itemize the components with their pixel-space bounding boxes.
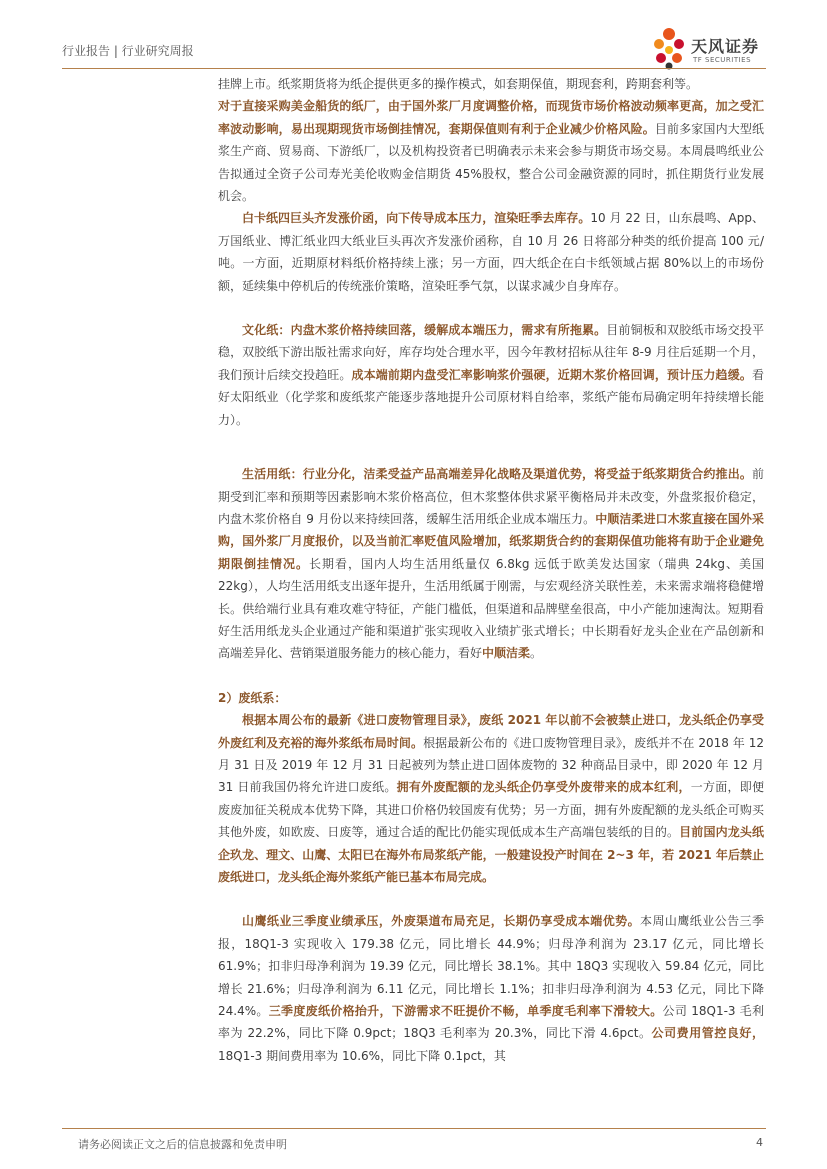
paragraph-shanying: 山鹰纸业三季度业绩承压，外废渠道布局充足，长期仍享受成本端优势。本周山鹰纸业公告三季报，18Q1-3 实现收入 179.38 亿元，同比增长 44.9%；归母净利润为 23.17 亿元，同比增长 61.9%；扣非归母净利润为 19.39 亿元，同比增长 38.1%。其中 18Q3 实现收入 59.84 亿元，同比增长 21.6%；归母净利润为 6.11 亿元，同比增长 1.1%；扣非归母净利润为 4.53 亿元，同比下降 24.4%。三季度废纸价格抬升，下游需求不旺提价不畅，单季度毛利率下滑较大。公司 18Q1-3 毛利率为 22.2%，同比下降 0.9pct；18Q3 毛利率为 20.3%，同比下滑 4.6pct。公司费用管控良好，18Q1-3 期间费用率为 10.6%，同比下降 0.1pct，其 xyxy=(218,914,764,1063)
paragraph-waste-paper: 根据本周公布的最新《进口废物管理目录》，废纸 2021 年以前不会被禁止进口，龙头纸企仍享受外废红利及充裕的海外浆纸布局时间。根据最新公布的《进口废物管理目录》，废纸并不在 2018 年 12 月 31 日及 2019 年 12 月 31 日起被列为禁止进口固体废物的 32 种商品目录中，即 2020 年 12 月 31 日前我国仍将允许进口废纸。拥有外废配额的龙头纸企仍享受外废带来的成本红利，一方面，即便废废加征关税成本优势下降，其进口价格仍较国废有优势；另一方面，拥有外废配额的龙头纸企可购买其他外废，如欧废、日废等，通过合适的配比仍能实现低成本生产高端包装纸的目的。目前国内龙头纸企玖龙、理文、山鹰、太阳已在海外布局浆纸产能，一般建设投产时间在 2~3 年，若 2021 年后禁止废纸进口，龙头纸企海外浆纸产能已基本布局完成。 xyxy=(218,713,764,884)
logo-name: 天风证券 xyxy=(691,37,760,56)
report-body xyxy=(218,73,764,1067)
paragraph-hedging: 对于直接采购美金船货的纸厂，由于国外浆厂月度调整价格，而现货市场价格波动频率更高，加之受汇率波动影响，易出现期现货市场倒挂情况，套期保值则有利于企业减少价格风险。目前多家国内大型纸浆生产商、贸易商、下游纸厂，以及机构投资者已明确表示未来会参与期货市场交易。本周晨鸣纸业公告拟通过全资子公司寿光美伦收购金信期货 45%股权，整合公司金融资源的同时，抓住期货行业发展机会。 xyxy=(218,99,764,204)
paragraph-household-paper: 生活用纸：行业分化，洁柔受益产品高端差异化战略及渠道优势，将受益于纸浆期货合约推出。前期受到汇率和预期等因素影响木浆价格高位，但木浆整体供求紧平衡格局并未改变，外盘浆报价稳定，内盘木浆价格自 9 月份以来持续回落，缓解生活用纸企业成本端压力。中顺洁柔进口木浆直接在国外采购，国外浆厂月度报价，以及当前汇率贬值风险增加，纸浆期货合约的套期保值功能将有助于企业避免期限倒挂情况。长期看，国内人均生活用纸量仅 6.8kg 远低于欧美发达国家（瑞典 24kg、美国 22kg），人均生活用纸支出逐年提升，生活用纸属于刚需，与宏观经济关联性差，未来需求端将稳健增长。供给端行业具有难攻难守特征，产能门槛低，但渠道和品牌壁垒很高，中小产能加速淘汰。短期看好生活用纸龙头企业通过产能和渠道扩张实现收入业绩扩张式增长；中长期看好龙头企业在产品创新和高端差异化、营销渠道服务能力的核心能力，看好中顺洁柔。 xyxy=(218,467,764,661)
footer-divider xyxy=(62,1128,766,1129)
header-divider xyxy=(62,68,766,69)
company-logo xyxy=(647,24,772,72)
paragraph-futures: 挂牌上市。纸浆期货将为纸企提供更多的操作模式，如套期保值，期现套利，跨期套利等。 xyxy=(218,77,699,91)
page-number: 4 xyxy=(756,1136,763,1149)
paragraph-culture-paper: 文化纸：内盘木浆价格持续回落，缓解成本端压力，需求有所拖累。目前铜板和双胶纸市场交投平稳，双胶纸下游出版社需求向好，库存均处合理水平，因今年教材招标从往年 8-9 月往后延期一个月，我们预计后续交投趋旺。成本端前期内盘受汇率影响浆价强硬，近期木浆价格回调，预计压力趋缓。看好太阳纸业（化学浆和废纸浆产能逐步落地提升公司原材料自给率，浆纸产能布局确定明年持续增长能力）。 xyxy=(218,323,764,427)
footer-disclaimer: 请务必阅读正文之后的信息披露和免责申明 xyxy=(78,1138,287,1151)
paragraph-whiteboard: 白卡纸四巨头齐发涨价函，向下传导成本压力，渲染旺季去库存。10 月 22 日，山东晨鸣、App、万国纸业、博汇纸业四大纸业巨头再次齐发涨价函称，自 10 月 26 日将部分种类的纸价提高 100 元/吨。一方面，近期原材料纸价格持续上涨；另一方面，四大纸企在白卡纸领域占据 80%以上的市场份额，延续集中停机后的传统涨价策略，渲染旺季气氛，以谋求减少自身库存。 xyxy=(218,211,764,293)
report-category: 行业报告 | 行业研究周报 xyxy=(62,44,194,58)
flower-logo-icon xyxy=(647,24,691,72)
section-title-waste-paper: 2）废纸系： xyxy=(218,690,287,705)
logo-subtitle: TF SECURITIES xyxy=(693,56,752,64)
